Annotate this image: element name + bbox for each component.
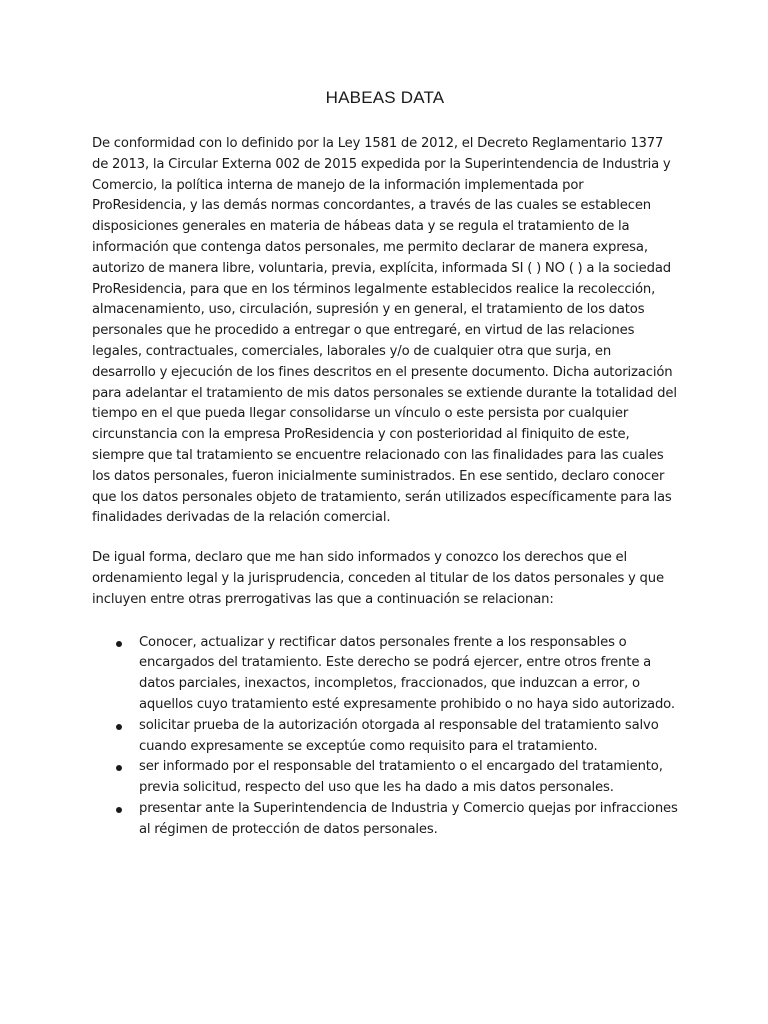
bullet-icon	[116, 641, 122, 647]
list-item	[92, 716, 678, 758]
list-item-text: ser informado por el responsable del tratamiento o el encargado del tratamiento, previa solicitud, respecto del uso que les ha dado a mis datos personales.	[139, 759, 663, 796]
list-item-text: Conocer, actualizar y rectificar datos personales frente a los responsables o encargados del tratamiento. Este derecho se podrá ejercer, entre otros frente a datos parciales, inexactos, incompletos, fraccionados, que induzcan a error, o aquellos cuyo tratamiento esté expresamente prohibido o no haya sido autorizado.	[139, 634, 675, 712]
list-item-text: presentar ante la Superintendencia de Industria y Comercio quejas por infracciones al régimen de protección de datos personales.	[139, 800, 678, 837]
document-title: HABEAS DATA	[325, 88, 445, 107]
authorization-paragraph: De conformidad con lo definido por la Ley 1581 de 2012, el Decreto Reglamentario 1377 de 2013, la Circular Externa 002 de 2015 expedida por la Superintendencia de Industria y Comercio, la política interna de manejo de la información implementada por ProResidencia, y las demás normas concordantes, a través de las cuales se establecen disposiciones generales en materia de hábeas data y se regula el tratamiento de la información que contenga datos personales, me permito declarar de manera expresa, autorizo de manera libre, voluntaria, previa, explícita, informada SI ( ) NO ( ) a la sociedad ProResidencia, para que en los términos legalmente establecidos realice la recolección, almacenamiento, uso, circulación, supresión y en general, el tratamiento de los datos personales que he procedido a entregar o que entregaré, en virtud de las relaciones legales, contractuales, comerciales, laborales y/o de cualquier otra que surja, en desarrollo y ejecución de los fines descritos en el presente documento. Dicha autorización para adelantar el tratamiento de mis datos personales se extiende durante la totalidad del tiempo en el que pueda llegar consolidarse un vínculo o este persista por cualquier circunstancia con la empresa ProResidencia y con posterioridad al finiquito de este, siempre que tal tratamiento se encuentre relacionado con las finalidades para las cuales los datos personales, fueron inicialmente suministrados. En ese sentido, declaro conocer que los datos personales objeto de tratamiento, serán utilizados específicamente para las finalidades derivadas de la relación comercial.	[92, 136, 677, 526]
list-item	[92, 633, 678, 716]
bullet-icon	[116, 765, 122, 771]
bullet-icon	[116, 724, 122, 730]
list-item	[92, 757, 678, 799]
bullet-icon	[116, 807, 122, 813]
rights-intro-paragraph: De igual forma, declaro que me han sido informados y conozco los derechos que el ordenamiento legal y la jurisprudencia, conceden al titular de los datos personales y que incluyen entre otras prerrogativas las que a continuación se relacionan:	[92, 550, 664, 607]
list-item	[92, 799, 678, 841]
rights-list	[92, 633, 678, 841]
document-page	[92, 88, 678, 841]
list-item-text: solicitar prueba de la autorización otorgada al responsable del tratamiento salvo cuando expresamente se exceptúe como requisito para el tratamiento.	[139, 717, 659, 754]
